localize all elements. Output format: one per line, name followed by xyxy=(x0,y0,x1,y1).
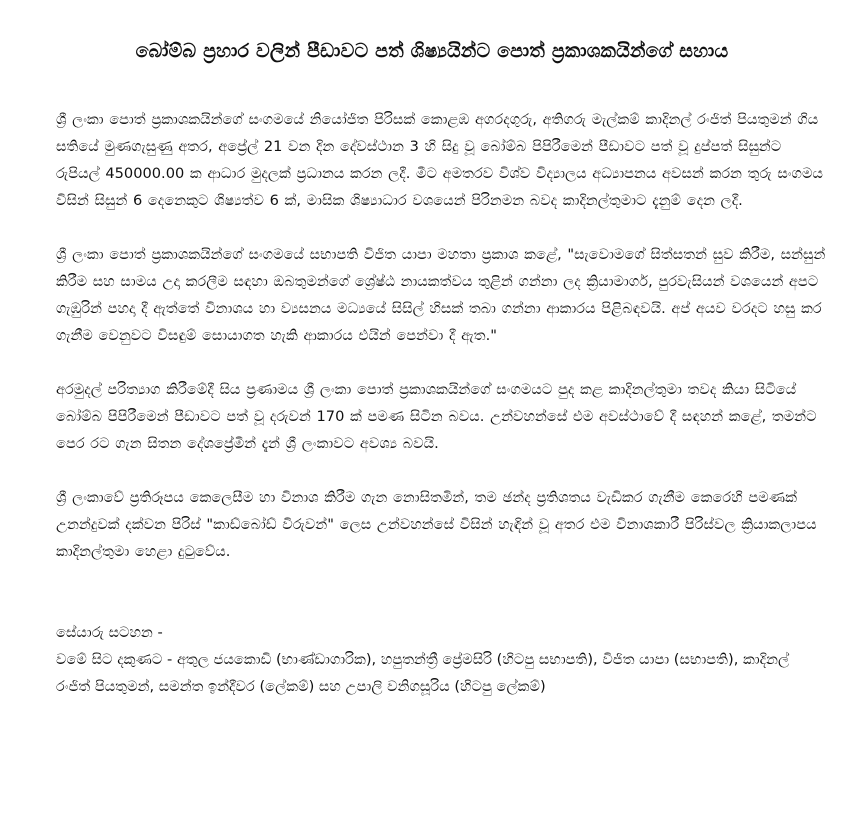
photo-caption xyxy=(56,619,826,700)
paragraph-donation: ශ්‍රී ලංකා පොත් ප්‍රකාශකයින්ගේ සංගමයේ නියෝජිත පිරිසක් කොළඹ අගරදගුරු, අතිගරු මැල්කම් කාදිනල් රංජිත් පියතුමන් ගිය සතියේ මුණගැසුණු අතර, අප්‍රේල් 21 වන දින දේවස්ථාන 3 හි සිදු වූ බෝම්බ පිපිරීමෙන් පීඩාවට පත් වූ දුප්පත් සිසුන්ට රුපියල් 450000.00 ක ආධාර මුදලක් ප්‍රධානය කරන ලදී. මීට අමතරව විශ්ව විද්‍යාලය අධ්‍යාපනය අවසන් කරන තුරු සංගමය විසින් සිසුන් 6 දෙනෙකුට ශිෂ්‍යත්ව 6 ක්, මාසික ශිෂ්‍යාධාර වශයෙන් පිරිනමන බවද කාදිනල්තුමාට දැනුම් දෙන ලදී. xyxy=(56,111,823,209)
paragraph-cardinal-remarks: අරමුදල් පරිත්‍යාග කිරීමේදී සිය ප්‍රණාමය ශ්‍රී ලංකා පොත් ප්‍රකාශකයින්ගේ සංගමයට පුද කළ කාදිනල්තුමා තවද කියා සිටියේ බෝම්බ පිපිරීමෙන් පීඩාවට පත් වූ දරුවන් 170 ක් පමණ සිටින බවය. උන්වහන්සේ එම අවස්ථාවේ දී සඳහන් කළේ, තමන්ට පෙර රට ගැන සිතන දේශප්‍රේමීන් දැන් ශ්‍රී ලංකාවට අවශ්‍ය බවයි. xyxy=(56,381,817,452)
photo-caption-heading: සේයාරු සටහන - xyxy=(56,624,163,641)
photo-caption-text: වමේ සිට දකුණට - අතුල ජයකොඩි (භාණ්ඩාගාරික), හපුතන්ත්‍රී ප්‍රේමසිරි (හිටපු සභාපති), විජිත යාපා (සභාපති), කාදිනල් රංජිත් පියතුමන්, සමන්ත ඉන්දීවර (ලේකම්) සහ උපාලි වනිගසූරිය (හිටපු ලේකම්) xyxy=(56,651,790,695)
paragraph-president-quote: ශ්‍රී ලංකා පොත් ප්‍රකාශකයින්ගේ සංගමයේ සභාපති විජිත යාපා මහතා ප්‍රකාශ කළේ, "සැවොමගේ සිත්සතන් සුව කිරීම, සන්සුන් කිරීම සහ සාමය උදා කරලීම සඳහා ඔබතුමන්ගේ ශ්‍රේෂ්ඨ නායකත්වය තුළින් ගන්නා ලද ක්‍රියාමාර්ග, පුරවැසියන් වශයෙන් අපට ගැඹුරින් පහදා දී ඇත්තේ විනාශය හා ව්‍යසනය මධ්‍යයේ සිසිල් හිසක් තබා ගන්නා ආකාරය පිළිබඳවයි. අප් අයව වරදට හසු කර ගැනීම වෙනුවට විසඳුම් සොයාගත හැකි ආකාරය එයින් පෙන්වා දී ඇත." xyxy=(56,246,826,344)
paragraph-cardboard-heroes: ශ්‍රී ලංකාවේ ප්‍රතිරූපය කෙලෙසීම හා විනාශ කිරීම ගැන නොසිතමින්, තම ඡන්ද ප්‍රතිශතය වැඩිකර ගැනීම කෙරෙහි පමණක් උනන්දුවක් දක්වන පිරිස් "කාඩ්බෝඩ් විරුවන්" ලෙස උන්වහන්සේ විසින් හැඳින් වූ අතර එම විනාශකාරී පිරිස්වල ක්‍රියාකලාපය කාදිනල්තුමා හෙළා දුටුවේය. xyxy=(56,489,817,560)
document-title: බෝම්බ ප්‍රහාර වලින් පීඩාවට පත් ශිෂ්‍යයින්ට පොත් ප්‍රකාශකයින්ගේ සහාය xyxy=(135,40,729,62)
